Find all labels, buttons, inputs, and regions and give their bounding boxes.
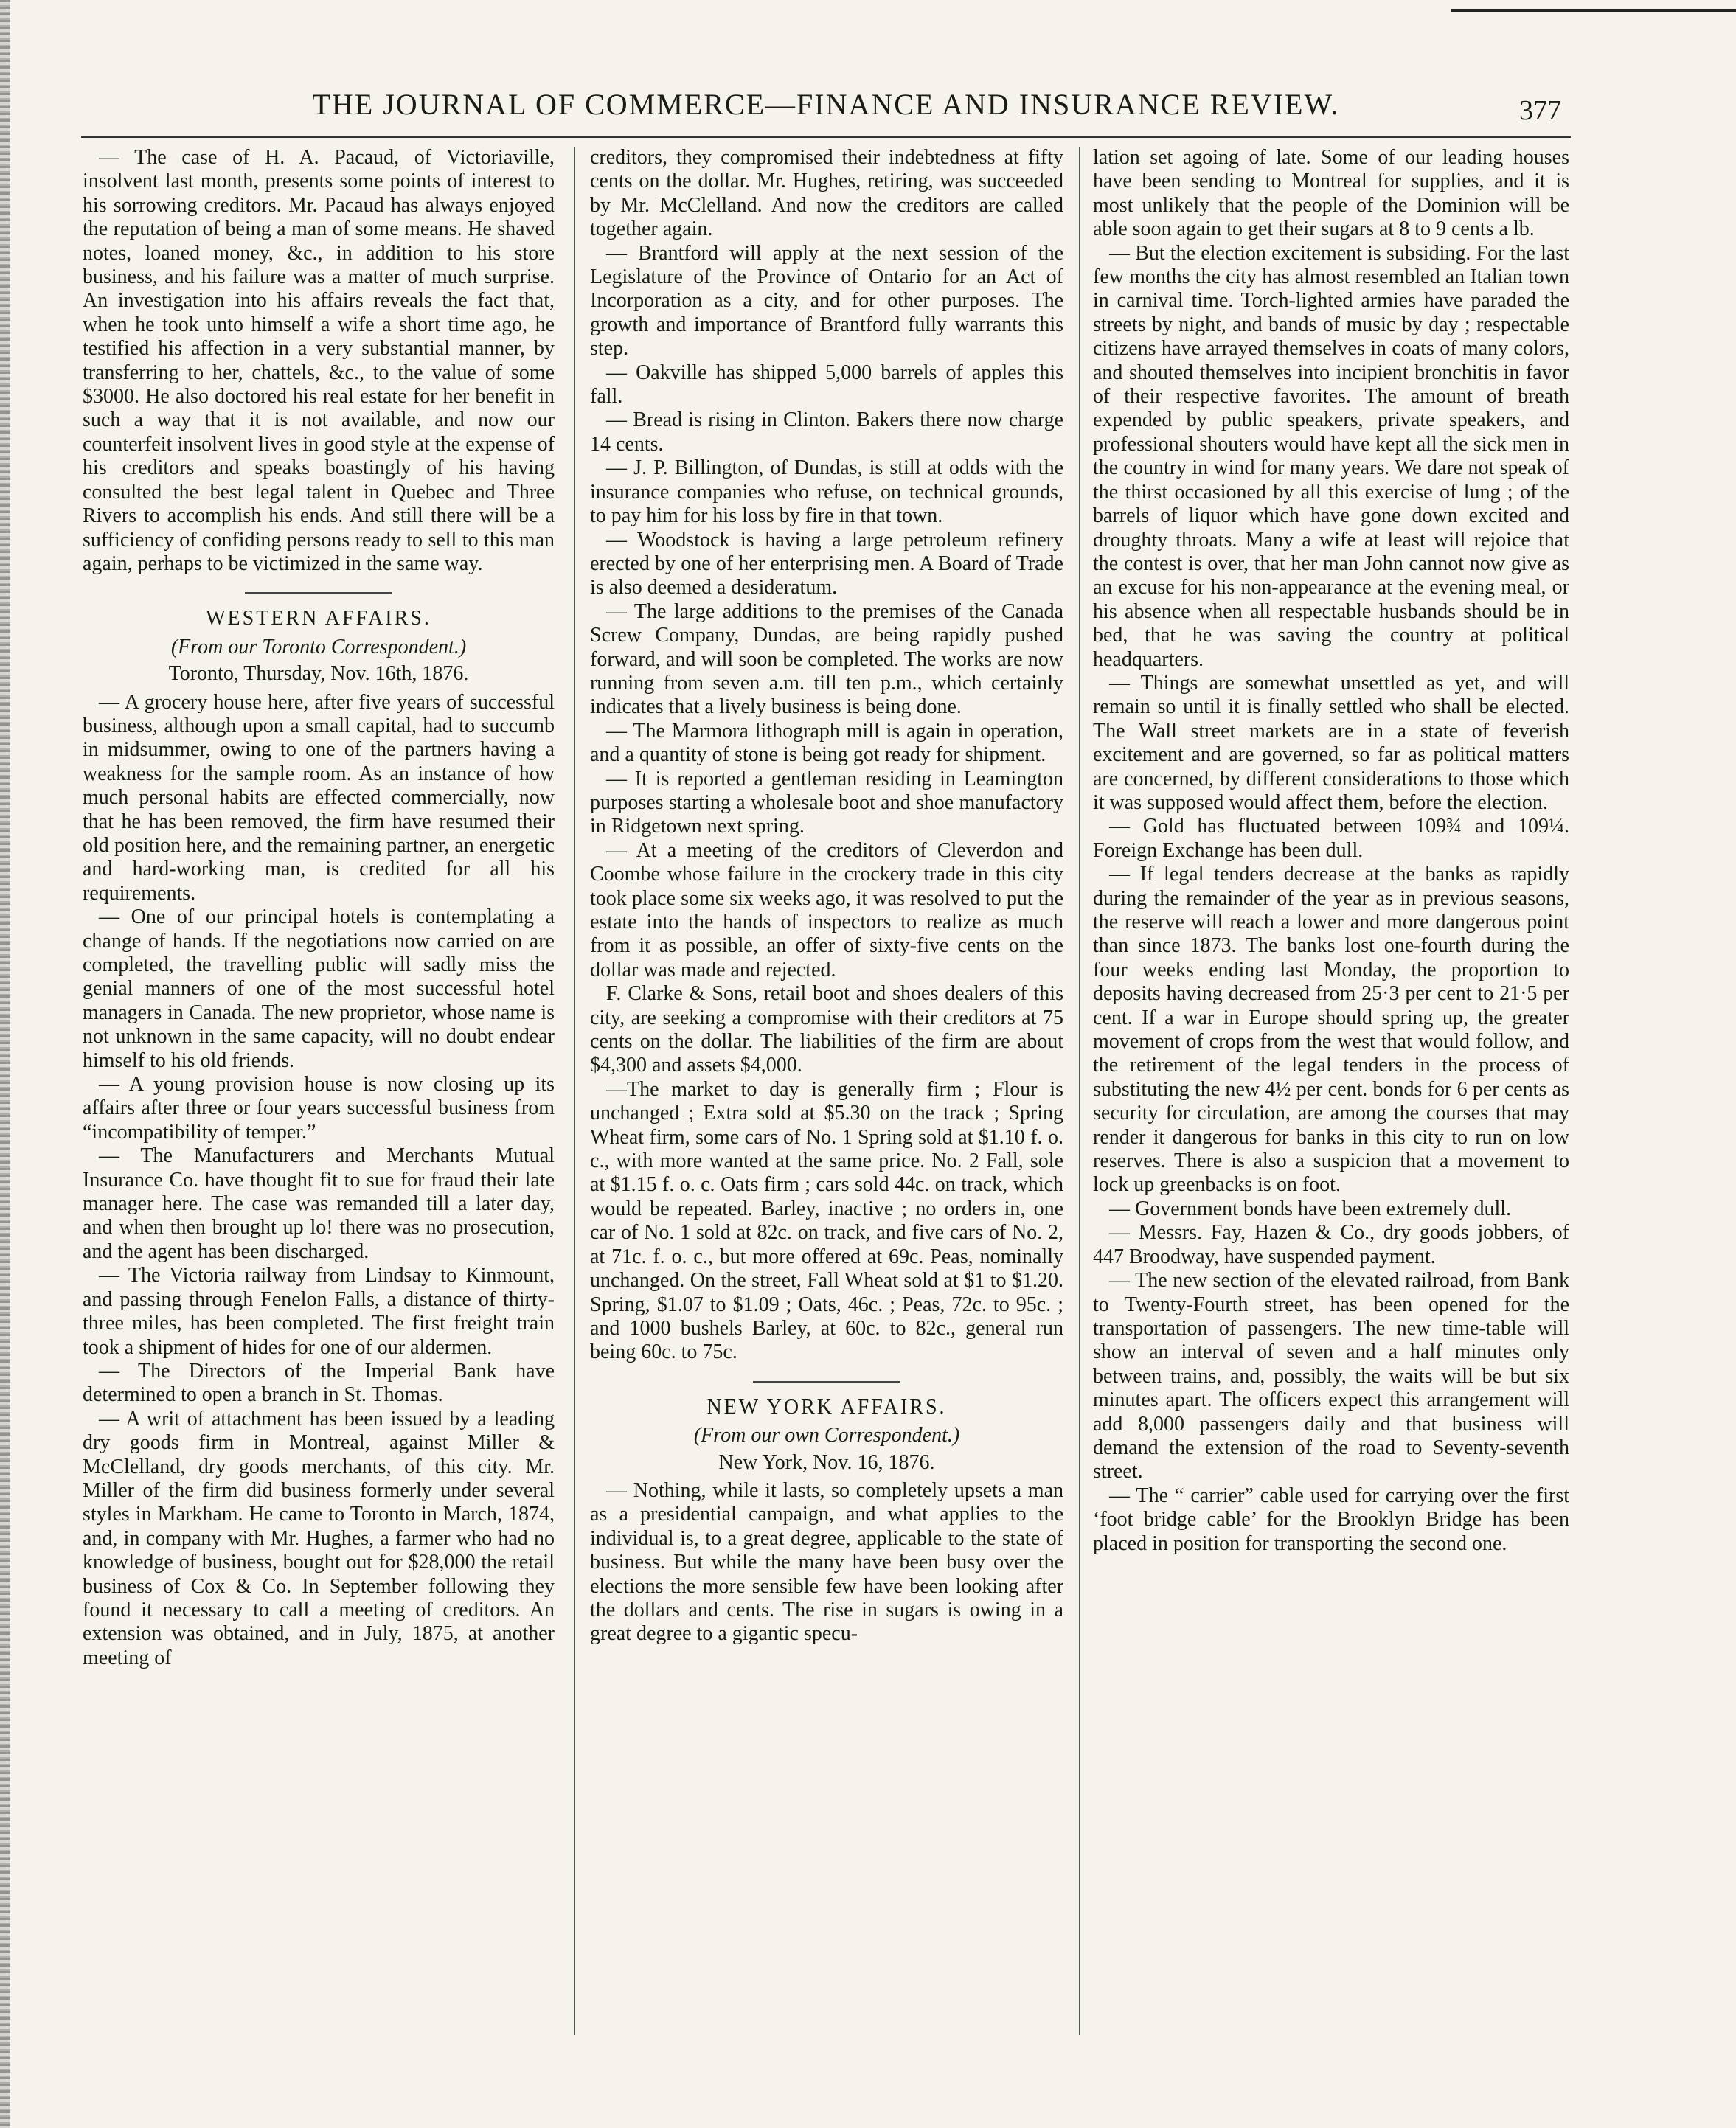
header-rule	[81, 136, 1571, 138]
dateline: Toronto, Thursday, Nov. 16th, 1876.	[168, 662, 469, 686]
correspondent-byline: (From our Toronto Correspondent.)	[170, 635, 467, 658]
article-paragraph: — The “ carrier” cable used for carrying over the first ‘foot bridge cable’ for the Brooklyn Bridge has been placed in position for transporting the second one.	[1093, 1484, 1569, 1555]
article-paragraph: — If legal tenders decrease at the banks as rapidly during the remainder of the year as in previous seasons, the reserve will reach a lower and more dangerous point than since 1873. The banks lost one-fourth during the four weeks ending last Monday, the proportion to deposits having decreased from 25·3 per cent to 21·5 per cent. If a war in Europe should spring up, the greater movement of crops from the west that would follow, and the retirement of the legal tenders in the process of substituting the new 4½ per cent. bonds for 6 per cents as security for circulation, are among the courses that may render it dangerous for banks in this city to run on low reserves. There is also a suspicion that a movement to lock up greenbacks is on foot.	[1093, 863, 1569, 1197]
article-continuation: creditors, they compromised their indebtedness at fifty cents on the dollar. Mr. Hughes, retiring, was succeeded by Mr. McClelland. And now the creditors are called together again.	[590, 146, 1063, 241]
column-divider	[574, 147, 575, 2035]
article-paragraph: — A grocery house here, after five years of successful business, although upon a small capital, had to succumb in midsummer, owing to one of the partners having a weakness for the sample room. As an instance of how much personal habits are effected commercially, now that he has been removed, the firm have resumed their old position here, and the remaining partner, an energetic and hard-working man, is credited for all his requirements.	[83, 690, 555, 905]
column-3	[1093, 146, 1569, 2122]
article-paragraph: — Messrs. Fay, Hazen & Co., dry goods jobbers, of 447 Broodway, have suspended payment.	[1093, 1221, 1569, 1268]
article-paragraph: — One of our principal hotels is contemplating a change of hands. If the negotiations now carried on are completed, the travelling public will sadly miss the genial manners of one of the most successful hotel managers in Canada. The new proprietor, whose name is not unknown in the same capacity, will no doubt endear himself to his old friends.	[83, 905, 555, 1072]
market-report-paragraph: —The market to day is generally firm ; Flour is unchanged ; Extra sold at $5.30 on the track ; Spring Wheat firm, some cars of No. 1 Spring sold at $1.10 f. o. c., with more wanted at the same price. No. 2 Fall, sole at $1.15 f. o. c. Oats firm ; cars sold 44c. on track, which would be repeated. Barley, inactive ; no orders in, one car of No. 1 sold at 82c. on track, and five cars of No. 2, at 71c. f. o. c., but more offered at 69c. Peas, nominally unchanged. On the street, Fall Wheat sold at $1 to $1.20. Spring, $1.07 to $1.09 ; Oats, 46c. ; Peas, 72c. to 95c. ; and 1000 bushels Barley, at 60c. to 82c., general run being 60c. to 75c.	[590, 1077, 1063, 1364]
running-head: THE JOURNAL OF COMMERCE—FINANCE AND INSURANCE REVIEW.	[312, 88, 1340, 121]
section-divider	[245, 592, 392, 594]
page-number: 377	[1519, 95, 1561, 126]
article-paragraph: — It is reported a gentleman residing in Leamington purposes starting a wholesale boot and shoe manufactory in Ridgetown next spring.	[590, 767, 1063, 838]
article-paragraph: — A young provision house is now closing up its affairs after three or four years successful business from “incompatibility of temper.”	[83, 1073, 555, 1144]
top-rule	[1451, 9, 1736, 12]
article-paragraph: — But the election excitement is subsiding. For the last few months the city has almost resembled an Italian town in carnival time. Torch-lighted armies have paraded the streets by night, and bands of music by day ; respectable citizens have arrayed themselves in coats of many colors, and shouted themselves into incipient bronchitis in favor of their respective favorites. The amount of breath expended by public speakers, private speakers, and professional shouters would have kept all the sick men in the country in wind for many years. We dare not speak of the thirst occasioned by all this exercise of lung ; of the barrels of liquor which have gone down excited and droughty throats. Many a wife at least will rejoice that the contest is over, that her man John cannot now give as an excuse for his non-appearance at the evening meal, or his absence when all respectable husbands should be in bed, that he was saving the country at political headquarters.	[1093, 241, 1569, 671]
article-paragraph: — Gold has fluctuated between 109¾ and 109¼. Foreign Exchange has been dull.	[1093, 815, 1569, 862]
correspondent-byline: (From our own Correspondent.)	[693, 1424, 960, 1447]
section-divider	[753, 1381, 900, 1383]
column-1	[83, 146, 555, 2122]
article-continuation: lation set agoing of late. Some of our leading houses have been sending to Montreal for supplies, and it is most unlikely that the people of the Dominion will be able soon again to get their sugars at 8 to 9 cents a lb.	[1093, 146, 1569, 241]
article-paragraph: — The Marmora lithograph mill is again in operation, and a quantity of stone is being got ready for shipment.	[590, 719, 1063, 767]
article-paragraph: — The new section of the elevated railroad, from Bank to Twenty-Fourth street, has been opened for the transportation of passengers. The new time-table will show an interval of seven and a half minutes only between trains, and, possibly, the waits will be but six minutes apart. The officers expect this arrangement will add 8,000 passengers daily and that business will demand the extension of the road to Seventy-seventh street.	[1093, 1269, 1569, 1484]
column-divider	[1079, 147, 1080, 2035]
article-paragraph: — A writ of attachment has been issued by a leading dry goods firm in Montreal, against Miller & McClelland, dry goods merchants, of this city. Mr. Miller of the firm did business formerly under several styles in Markham. He came to Toronto in March, 1874, and, in company with Mr. Hughes, a farmer who had no knowledge of business, bought out for $28,000 the retail business of Cox & Co. In September following they found it necessary to call a meeting of creditors. An extension was obtained, and in July, 1875, at another meeting of	[83, 1407, 555, 1669]
article-paragraph: — The Manufacturers and Merchants Mutual Insurance Co. have thought fit to sue for fraud their late manager here. The case was remanded till a later day, and when then brought up lo! there was no prosecution, and the agent has been discharged.	[83, 1144, 555, 1263]
article-paragraph: — At a meeting of the creditors of Cleverdon and Coombe whose failure in the crockery trade in this city took place some six weeks ago, it was resolved to put the estate into the hands of inspectors to realize as much from it as possible, an offer of sixty-five cents on the dollar was made and rejected.	[590, 838, 1063, 981]
article-paragraph: — The large additions to the premises of the Canada Screw Company, Dundas, are being rapidly pushed forward, and will soon be completed. The works are now running from seven a.m. till ten p.m., which certainly indicates that a lively business is being done.	[590, 599, 1063, 719]
article-paragraph: — Government bonds have been extremely dull.	[1109, 1197, 1512, 1220]
article-paragraph: — The Victoria railway from Lindsay to Kinmount, and passing through Fenelon Falls, a distance of thirty-three miles, has been completed. The first freight train took a shipment of hides for one of our aldermen.	[83, 1264, 555, 1359]
article-paragraph: — Bread is rising in Clinton. Bakers there now charge 14 cents.	[590, 408, 1063, 456]
section-title-western-affairs: WESTERN AFFAIRS.	[206, 607, 431, 630]
article-paragraph: — The Directors of the Imperial Bank have determined to open a branch in St. Thomas.	[83, 1359, 555, 1407]
article-paragraph: — Nothing, while it lasts, so completely upsets a man as a presidential campaign, and what applies to the individual is, to a great degree, applicable to the state of business. But while the many have been busy over the elections the more sensible few have been looking after the dollars and cents. The rise in sugars is owing in a great degree to a gigantic specu-	[590, 1478, 1063, 1646]
dateline: New York, Nov. 16, 1876.	[718, 1450, 935, 1474]
column-2	[590, 146, 1063, 2122]
article-paragraph: F. Clarke & Sons, retail boot and shoes dealers of this city, are seeking a compromise with their creditors at 75 cents on the dollar. The liabilities of the firm are about $4,300 and assets $4,000.	[590, 982, 1063, 1077]
article-paragraph: — Woodstock is having a large petroleum refinery erected by one of her enterprising men. A Board of Trade is also deemed a desideratum.	[590, 528, 1063, 599]
section-title-new-york-affairs: NEW YORK AFFAIRS.	[706, 1395, 947, 1419]
article-paragraph: — The case of H. A. Pacaud, of Victoriaville, insolvent last month, presents some points of interest to his sorrowing creditors. Mr. Pacaud has always enjoyed the reputation of being a man of some means. He shaved notes, loaned money, &c., in addition to his store business, and his failure was a matter of much surprise. An investigation into his affairs reveals the fact that, when he took unto himself a wife a short time ago, he testified his affection in a very substantial manner, by transferring to her, chattels, &c., to the value of some $3000. He also doctored his real estate for her benefit in such a way that it is not available, and now our counterfeit insolvent lives in good style at the expense of his creditors and speaks boastingly of his having consulted the best legal talent in Quebec and Three Rivers to accomplish his ends. And still there will be a sufficiency of confiding persons ready to sell to this man again, perhaps to be victimized in the same way.	[83, 146, 555, 575]
article-paragraph: — Things are somewhat unsettled as yet, and will remain so until it is finally settled who shall be elected. The Wall street markets are in a state of feverish excitement and are governed, so far as political matters are concerned, by different considerations to those which it was supposed would affect them, before the election.	[1093, 671, 1569, 814]
article-paragraph: — J. P. Billington, of Dundas, is still at odds with the insurance companies who refuse, on technical grounds, to pay him for his loss by fire in that town.	[590, 456, 1063, 528]
article-paragraph: — Brantford will apply at the next session of the Legislature of the Province of Ontario for an Act of Incorporation as a city, and for other purposes. The growth and importance of Brantford fully warrants this step.	[590, 241, 1063, 361]
article-paragraph: — Oakville has shipped 5,000 barrels of apples this fall.	[590, 361, 1063, 408]
scan-binding-edge	[0, 0, 10, 2128]
